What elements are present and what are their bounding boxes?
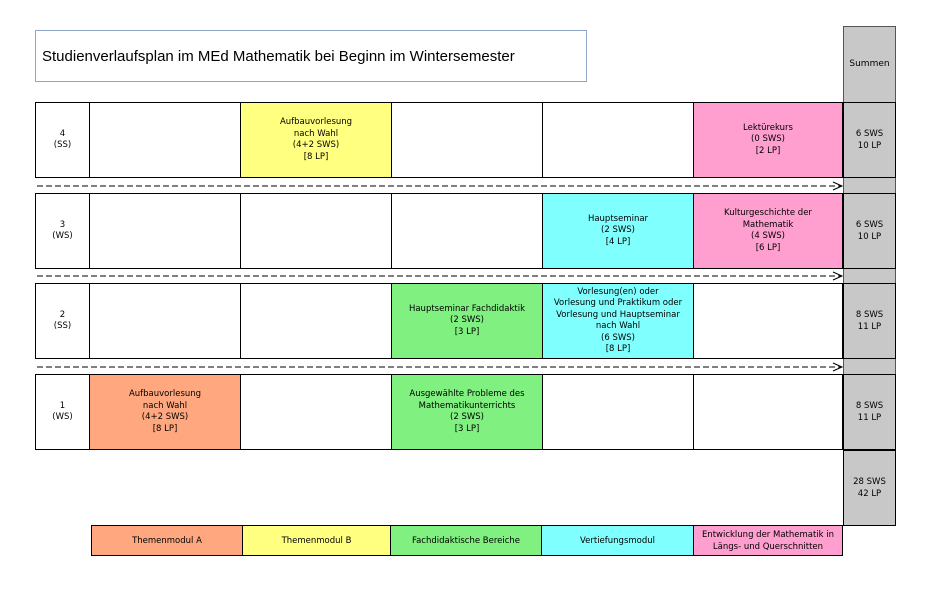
module-cell <box>392 103 543 177</box>
module-cell: Aufbauvorlesung nach Wahl (4+2 SWS) [8 LP] <box>90 375 241 449</box>
module-cell: Hauptseminar (2 SWS) [4 LP] <box>543 194 694 268</box>
module-cell <box>392 194 543 268</box>
total-sum: 28 SWS 42 LP <box>843 450 896 526</box>
module-cell: Lektürekurs (0 SWS) [2 LP] <box>694 103 842 177</box>
module-cell <box>90 194 241 268</box>
semester-row-4 <box>35 102 843 178</box>
module-cell: Kulturgeschichte der Mathematik (4 SWS) [6 LP] <box>694 194 842 268</box>
page-title: Studienverlaufsplan im MEd Mathematik bei Beginn im Wintersemester <box>35 30 587 82</box>
semester-label: 3 (WS) <box>36 194 90 268</box>
semester-label: 2 (SS) <box>36 284 90 358</box>
module-cell: Ausgewählte Probleme des Mathematikunterrichts (2 SWS) [3 LP] <box>392 375 543 449</box>
semester-sum: 8 SWS 11 LP <box>843 374 896 450</box>
semester-label: 4 (SS) <box>36 103 90 177</box>
progression-arrow <box>35 271 847 281</box>
module-cell: Vorlesung(en) oder Vorlesung und Praktikum oder Vorlesung und Hauptseminar nach Wahl (6 SWS) [8 LP] <box>543 284 694 358</box>
legend-item: Vertiefungsmodul <box>541 525 694 556</box>
semester-label: 1 (WS) <box>36 375 90 449</box>
semester-row-1 <box>35 374 843 450</box>
progression-arrow <box>35 181 847 191</box>
legend-item: Fachdidaktische Bereiche <box>390 525 542 556</box>
semester-sum: 6 SWS 10 LP <box>843 102 896 178</box>
legend-item: Themenmodul A <box>91 525 243 556</box>
module-cell <box>241 375 392 449</box>
module-cell <box>543 375 694 449</box>
semester-sum: 6 SWS 10 LP <box>843 193 896 269</box>
semester-row-3 <box>35 193 843 269</box>
module-cell <box>241 194 392 268</box>
legend-item: Themenmodul B <box>242 525 391 556</box>
legend-item: Entwicklung der Mathematik in Längs- und Querschnitten <box>693 525 843 556</box>
module-cell: Aufbauvorlesung nach Wahl (4+2 SWS) [8 LP] <box>241 103 392 177</box>
progression-arrow <box>35 362 847 372</box>
module-cell <box>241 284 392 358</box>
module-cell: Hauptseminar Fachdidaktik (2 SWS) [3 LP] <box>392 284 543 358</box>
module-cell <box>90 284 241 358</box>
semester-sum: 8 SWS 11 LP <box>843 283 896 359</box>
module-cell <box>694 375 842 449</box>
module-cell <box>543 103 694 177</box>
sums-header: Summen <box>849 59 890 69</box>
semester-row-2 <box>35 283 843 359</box>
module-cell <box>90 103 241 177</box>
module-cell <box>694 284 842 358</box>
